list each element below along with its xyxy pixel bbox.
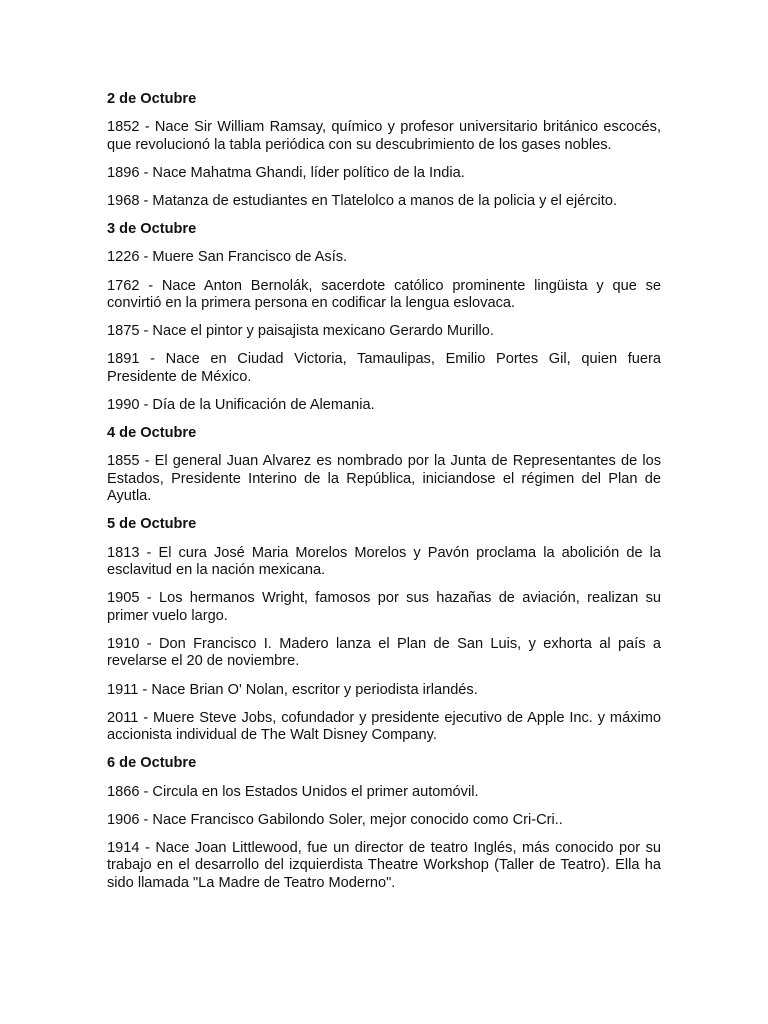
entry-1891: 1891 - Nace en Ciudad Victoria, Tamaulipas, Emilio Portes Gil, quien fuera Presidente de México. <box>107 351 661 385</box>
entry-1852: 1852 - Nace Sir William Ramsay, químico y profesor universitario británico escocés, que revolucionó la tabla periódica con su descubrimiento de los gases nobles. <box>107 119 661 153</box>
entry-1855: 1855 - El general Juan Alvarez es nombrado por la Junta de Representantes de los Estados, Presidente Interino de la República, iniciandose el régimen del Plan de Ayutla. <box>107 453 661 505</box>
date-heading-oct-5: 5 de Octubre <box>107 516 197 533</box>
entry-1813: 1813 - El cura José Maria Morelos Morelos y Pavón proclama la abolición de la esclavitud en la nación mexicana. <box>107 544 661 579</box>
entry-1914: 1914 - Nace Joan Littlewood, fue un director de teatro Inglés, más conocido por su trabajo en el desarrollo del izquierdista Theatre Workshop (Taller de Teatro). Ella ha sido llamada "La Madre de Teatro Moderno". <box>107 839 661 891</box>
entry-1875: 1875 - Nace el pintor y paisajista mexicano Gerardo Murillo. <box>107 323 494 340</box>
entry-2011: 2011 - Muere Steve Jobs, cofundador y presidente ejecutivo de Apple Inc. y máximo accionista individual de The Walt Disney Company. <box>107 709 661 744</box>
date-heading-oct-6: 6 de Octubre <box>107 755 197 772</box>
entry-1911: 1911 - Nace Brian O' Nolan, escritor y periodista irlandés. <box>107 681 478 698</box>
entry-1905: 1905 - Los hermanos Wright, famosos por sus hazañas de aviación, realizan su primer vuelo largo. <box>107 590 661 624</box>
date-heading-oct-4: 4 de Octubre <box>107 425 197 442</box>
date-heading-oct-2: 2 de Octubre <box>107 91 197 107</box>
date-heading-oct-3: 3 de Octubre <box>107 221 197 238</box>
entry-1762: 1762 - Nace Anton Bernolák, sacerdote católico prominente lingüista y que se convirtió en la primera persona en codificar la lengua eslovaca. <box>107 277 661 312</box>
entry-1910: 1910 - Don Francisco I. Madero lanza el Plan de San Luis, y exhorta al país a revelarse el 20 de noviembre. <box>107 635 661 670</box>
entry-1968: 1968 - Matanza de estudiantes en Tlatelolco a manos de la policia y el ejército. <box>107 193 618 210</box>
entry-1866: 1866 - Circula en los Estados Unidos el primer automóvil. <box>107 783 479 800</box>
document-page <box>107 91 661 903</box>
entry-1896: 1896 - Nace Mahatma Ghandi, líder político de la India. <box>107 164 465 181</box>
entry-1906: 1906 - Nace Francisco Gabilondo Soler, mejor conocido como Cri-Cri.. <box>107 811 563 828</box>
entry-1990: 1990 - Día de la Unificación de Alemania. <box>107 397 375 414</box>
entry-1226: 1226 - Muere San Francisco de Asís. <box>107 249 348 266</box>
